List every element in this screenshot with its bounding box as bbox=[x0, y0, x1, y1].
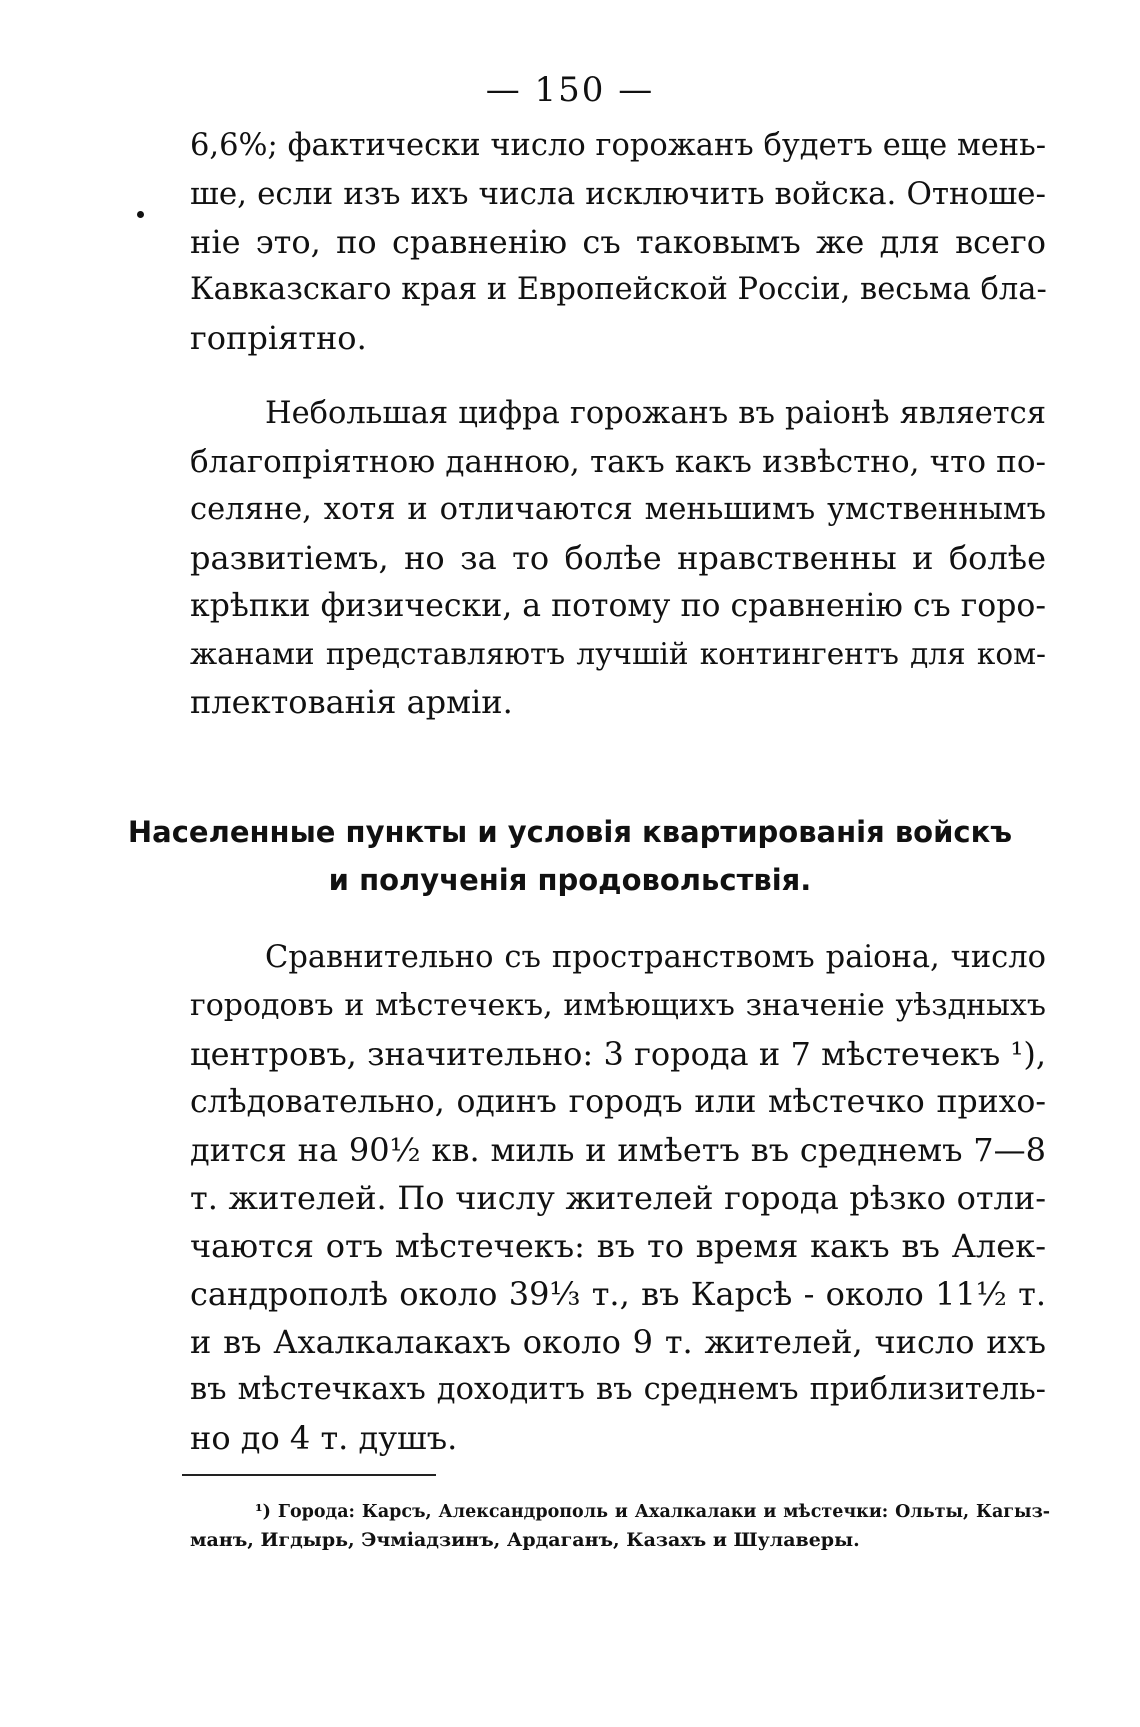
paragraph-line: 6,6%; фактически число горожанъ будетъ еще мень- bbox=[190, 128, 1046, 163]
paragraph-line: слѣдовательно, одинъ городъ или мѣстечко прихо- bbox=[190, 1084, 1046, 1120]
section-heading: и полученія продовольствія. bbox=[328, 863, 812, 897]
page-number: — 150 — bbox=[485, 70, 655, 110]
paragraph-line: ніе это, по сравненію съ таковымъ же для всего bbox=[190, 223, 1046, 261]
paragraph-line: плектованія арміи. bbox=[190, 683, 513, 721]
paragraph-line: ше, если изъ ихъ числа исключить войска. Отноше- bbox=[190, 176, 1046, 212]
paragraph-line: т. жителей. По числу жителей города рѣзко отли- bbox=[190, 1179, 1046, 1217]
paragraph-line: но до 4 т. душъ. bbox=[190, 1419, 458, 1457]
paragraph-line: жанами представляютъ лучшій контингентъ для ком- bbox=[190, 637, 1046, 671]
paragraph-line: крѣпки физически, а потому по сравненію съ горо- bbox=[190, 588, 1046, 624]
section-heading: Населенные пункты и условія квартированія войскъ bbox=[127, 815, 1013, 849]
paragraph-line: центровъ, значительно: 3 города и 7 мѣстечекъ ¹), bbox=[190, 1035, 1046, 1073]
margin-dot-mark bbox=[137, 211, 144, 218]
footnote-rule bbox=[182, 1474, 436, 1476]
paragraph-line: Кавказскаго края и Европейской Россіи, весьма бла- bbox=[190, 272, 1047, 307]
footnote-line: ¹) Города: Карсъ, Александрополь и Ахалкалаки и мѣстечки: Ольты, Кагыз- bbox=[255, 1502, 1050, 1522]
paragraph-line: селяне, хотя и отличаются меньшимъ умственнымъ bbox=[190, 492, 1046, 527]
paragraph-line: развитіемъ, но за то болѣе нравственны и болѣе bbox=[190, 539, 1046, 577]
paragraph-line: городовъ и мѣстечекъ, имѣющихъ значеніе уѣздныхъ bbox=[190, 988, 1046, 1023]
paragraph-line: благопріятною данною, такъ какъ извѣстно, что по- bbox=[190, 444, 1046, 480]
paragraph-line: Сравнительно съ пространствомъ раіона, число bbox=[265, 940, 1046, 975]
paragraph-line: и въ Ахалкалакахъ около 9 т. жителей, число ихъ bbox=[190, 1323, 1046, 1361]
paragraph-line: сандрополѣ около 39⅓ т., въ Карсѣ - около 11½ т. bbox=[190, 1275, 1046, 1313]
paragraph-line: чаются отъ мѣстечекъ: въ то время какъ въ Алек- bbox=[190, 1227, 1046, 1265]
paragraph-line: Небольшая цифра горожанъ въ раіонѣ является bbox=[265, 396, 1046, 431]
paragraph-line: въ мѣстечкахъ доходитъ въ среднемъ приблизитель- bbox=[190, 1372, 1046, 1407]
footnote-line: манъ, Игдырь, Эчміадзинъ, Ардаганъ, Казахъ и Шулаверы. bbox=[190, 1529, 860, 1551]
paragraph-line: гопріятно. bbox=[190, 319, 367, 357]
paragraph-line: дится на 90½ кв. миль и имѣетъ въ среднемъ 7—8 bbox=[190, 1131, 1046, 1169]
